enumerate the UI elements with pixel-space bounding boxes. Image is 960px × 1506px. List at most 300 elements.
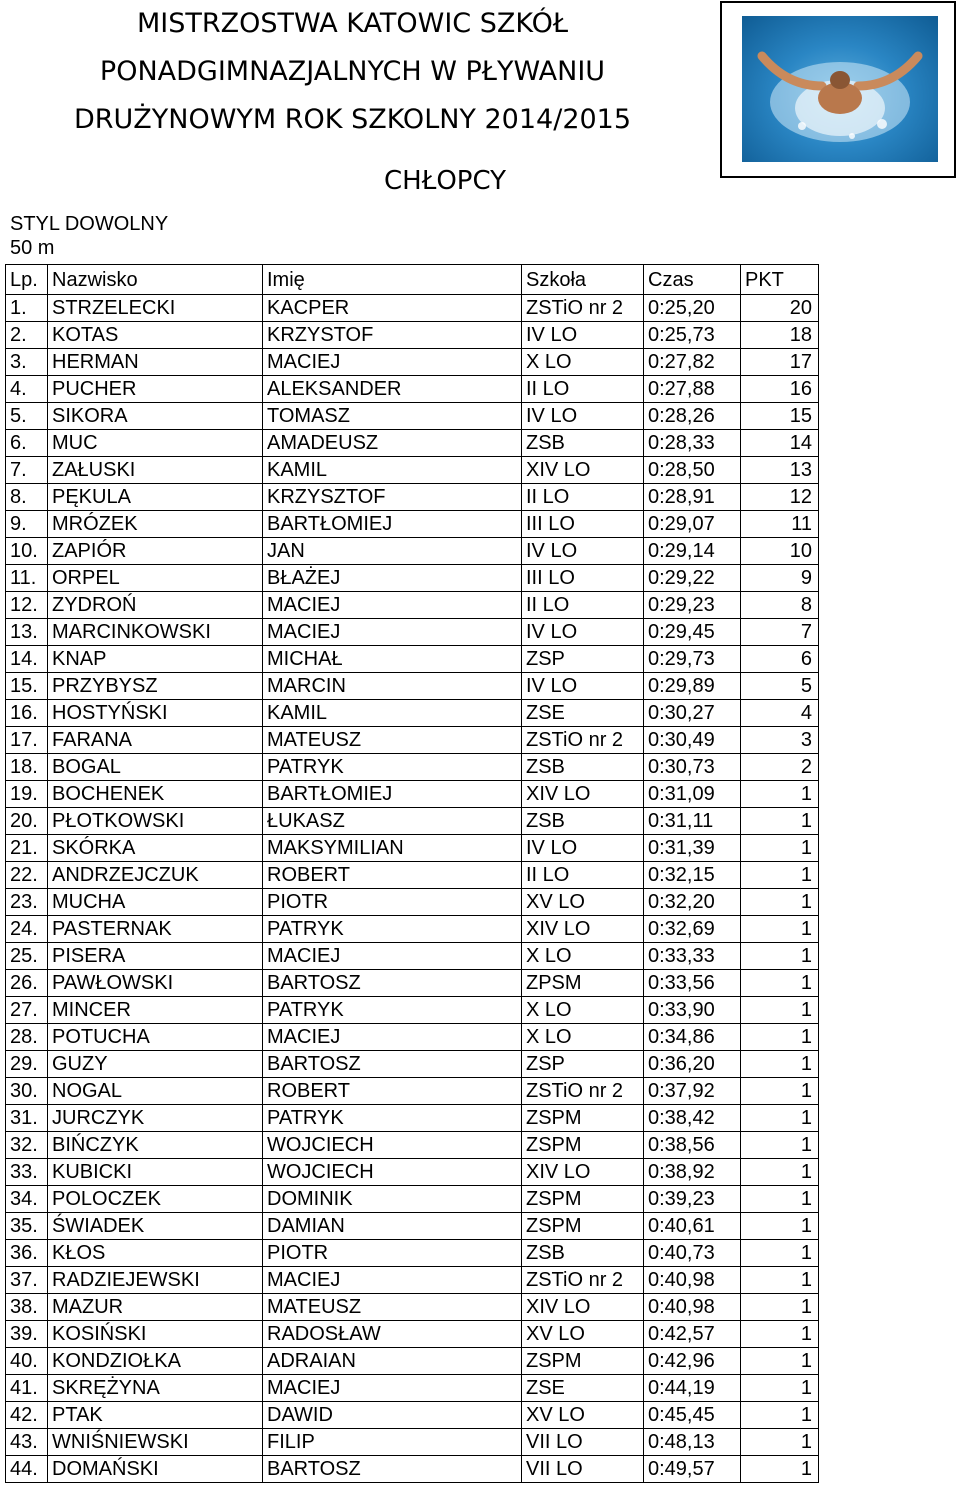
- cell-time: 0:29,45: [644, 619, 741, 646]
- cell-first-name: MAKSYMILIAN: [263, 835, 522, 862]
- table-row: [6, 1213, 819, 1240]
- cell-points: 14: [741, 430, 819, 457]
- cell-school: ZSB: [522, 430, 644, 457]
- cell-first-name: DOMINIK: [263, 1186, 522, 1213]
- cell-time: 0:38,42: [644, 1105, 741, 1132]
- cell-school: XIV LO: [522, 781, 644, 808]
- cell-points: 1: [741, 1240, 819, 1267]
- cell-first-name: TOMASZ: [263, 403, 522, 430]
- cell-first-name: ROBERT: [263, 1078, 522, 1105]
- table-row: [6, 1159, 819, 1186]
- cell-first-name: MACIEJ: [263, 1267, 522, 1294]
- cell-school: ZSPM: [522, 1105, 644, 1132]
- event-style: STYL DOWOLNY: [10, 213, 169, 235]
- cell-time: 0:34,86: [644, 1024, 741, 1051]
- cell-school: X LO: [522, 943, 644, 970]
- table-row: [6, 349, 819, 376]
- table-row: [6, 376, 819, 403]
- cell-points: 2: [741, 754, 819, 781]
- cell-surname: BOGAL: [48, 754, 263, 781]
- cell-school: ZSTiO nr 2: [522, 1078, 644, 1105]
- cell-lp: 19.: [6, 781, 48, 808]
- cell-surname: BOCHENEK: [48, 781, 263, 808]
- cell-first-name: DAMIAN: [263, 1213, 522, 1240]
- cell-first-name: MACIEJ: [263, 592, 522, 619]
- cell-lp: 44.: [6, 1456, 48, 1483]
- cell-first-name: WOJCIECH: [263, 1132, 522, 1159]
- cell-time: 0:29,14: [644, 538, 741, 565]
- title-line-2: PONADGIMNAZJALNYCH W PŁYWANIU: [99, 56, 606, 87]
- cell-time: 0:30,49: [644, 727, 741, 754]
- cell-school: ZSB: [522, 1240, 644, 1267]
- cell-first-name: WOJCIECH: [263, 1159, 522, 1186]
- cell-surname: MUC: [48, 430, 263, 457]
- cell-surname: SKÓRKA: [48, 835, 263, 862]
- header-lp: Lp.: [6, 265, 48, 295]
- cell-surname: PASTERNAK: [48, 916, 263, 943]
- cell-surname: PUCHER: [48, 376, 263, 403]
- cell-lp: 20.: [6, 808, 48, 835]
- cell-time: 0:25,73: [644, 322, 741, 349]
- cell-school: XV LO: [522, 889, 644, 916]
- cell-points: 17: [741, 349, 819, 376]
- cell-points: 1: [741, 916, 819, 943]
- cell-surname: MUCHA: [48, 889, 263, 916]
- cell-lp: 4.: [6, 376, 48, 403]
- cell-time: 0:33,33: [644, 943, 741, 970]
- cell-lp: 13.: [6, 619, 48, 646]
- cell-points: 1: [741, 997, 819, 1024]
- cell-time: 0:38,56: [644, 1132, 741, 1159]
- table-row: [6, 430, 819, 457]
- cell-lp: 15.: [6, 673, 48, 700]
- cell-school: X LO: [522, 349, 644, 376]
- table-row: [6, 835, 819, 862]
- table-header-row: [6, 265, 819, 295]
- cell-time: 0:31,11: [644, 808, 741, 835]
- cell-school: ZSPM: [522, 1348, 644, 1375]
- cell-time: 0:29,23: [644, 592, 741, 619]
- cell-lp: 41.: [6, 1375, 48, 1402]
- cell-school: III LO: [522, 511, 644, 538]
- cell-school: ZSTiO nr 2: [522, 727, 644, 754]
- cell-first-name: BARTOSZ: [263, 1051, 522, 1078]
- cell-first-name: PATRYK: [263, 1105, 522, 1132]
- cell-first-name: MACIEJ: [263, 943, 522, 970]
- table-row: [6, 538, 819, 565]
- cell-surname: MARCINKOWSKI: [48, 619, 263, 646]
- cell-points: 1: [741, 1186, 819, 1213]
- cell-school: XIV LO: [522, 457, 644, 484]
- results-table: [5, 264, 819, 1483]
- table-row: [6, 1429, 819, 1456]
- table-row: [6, 592, 819, 619]
- cell-school: ZSB: [522, 754, 644, 781]
- cell-school: IV LO: [522, 673, 644, 700]
- cell-points: 1: [741, 1105, 819, 1132]
- cell-points: 1: [741, 889, 819, 916]
- cell-surname: STRZELECKI: [48, 295, 263, 322]
- cell-school: ZPSM: [522, 970, 644, 997]
- cell-lp: 14.: [6, 646, 48, 673]
- cell-lp: 25.: [6, 943, 48, 970]
- cell-first-name: BŁAŻEJ: [263, 565, 522, 592]
- table-row: [6, 619, 819, 646]
- cell-time: 0:37,92: [644, 1078, 741, 1105]
- table-row: [6, 862, 819, 889]
- cell-school: ZSP: [522, 1051, 644, 1078]
- cell-surname: JURCZYK: [48, 1105, 263, 1132]
- cell-points: 1: [741, 943, 819, 970]
- table-row: [6, 808, 819, 835]
- cell-school: ZSPM: [522, 1132, 644, 1159]
- cell-points: 10: [741, 538, 819, 565]
- cell-lp: 29.: [6, 1051, 48, 1078]
- cell-lp: 22.: [6, 862, 48, 889]
- cell-first-name: FILIP: [263, 1429, 522, 1456]
- table-row: [6, 889, 819, 916]
- cell-points: 1: [741, 1024, 819, 1051]
- cell-lp: 31.: [6, 1105, 48, 1132]
- cell-lp: 16.: [6, 700, 48, 727]
- cell-points: 1: [741, 1078, 819, 1105]
- cell-first-name: BARTOSZ: [263, 1456, 522, 1483]
- cell-lp: 35.: [6, 1213, 48, 1240]
- cell-surname: SKRĘŻYNA: [48, 1375, 263, 1402]
- cell-time: 0:39,23: [644, 1186, 741, 1213]
- cell-time: 0:40,98: [644, 1294, 741, 1321]
- cell-points: 1: [741, 1132, 819, 1159]
- cell-points: 15: [741, 403, 819, 430]
- table-row: [6, 1402, 819, 1429]
- cell-lp: 21.: [6, 835, 48, 862]
- cell-time: 0:28,26: [644, 403, 741, 430]
- cell-points: 11: [741, 511, 819, 538]
- cell-surname: HERMAN: [48, 349, 263, 376]
- cell-time: 0:49,57: [644, 1456, 741, 1483]
- table-row: [6, 1294, 819, 1321]
- cell-time: 0:36,20: [644, 1051, 741, 1078]
- cell-first-name: MATEUSZ: [263, 727, 522, 754]
- header-time: Czas: [644, 265, 741, 295]
- cell-surname: ORPEL: [48, 565, 263, 592]
- cell-first-name: ROBERT: [263, 862, 522, 889]
- cell-lp: 5.: [6, 403, 48, 430]
- cell-surname: MAZUR: [48, 1294, 263, 1321]
- cell-surname: POLOCZEK: [48, 1186, 263, 1213]
- cell-time: 0:33,56: [644, 970, 741, 997]
- cell-surname: HOSTYŃSKI: [48, 700, 263, 727]
- cell-points: 1: [741, 1402, 819, 1429]
- cell-points: 3: [741, 727, 819, 754]
- cell-points: 1: [741, 1375, 819, 1402]
- cell-school: ZSE: [522, 1375, 644, 1402]
- cell-surname: KOSIŃSKI: [48, 1321, 263, 1348]
- cell-lp: 43.: [6, 1429, 48, 1456]
- cell-surname: NOGAL: [48, 1078, 263, 1105]
- cell-surname: KNAP: [48, 646, 263, 673]
- cell-first-name: MACIEJ: [263, 619, 522, 646]
- cell-time: 0:32,15: [644, 862, 741, 889]
- cell-surname: ZAŁUSKI: [48, 457, 263, 484]
- cell-lp: 6.: [6, 430, 48, 457]
- cell-surname: ANDRZEJCZUK: [48, 862, 263, 889]
- cell-school: ZSB: [522, 808, 644, 835]
- cell-first-name: MACIEJ: [263, 349, 522, 376]
- cell-first-name: MACIEJ: [263, 1024, 522, 1051]
- event-distance: 50 m: [10, 237, 55, 259]
- cell-school: XIV LO: [522, 916, 644, 943]
- table-row: [6, 916, 819, 943]
- cell-surname: FARANA: [48, 727, 263, 754]
- cell-surname: MINCER: [48, 997, 263, 1024]
- cell-school: III LO: [522, 565, 644, 592]
- cell-surname: BIŃCZYK: [48, 1132, 263, 1159]
- cell-lp: 9.: [6, 511, 48, 538]
- cell-time: 0:31,39: [644, 835, 741, 862]
- cell-first-name: AMADEUSZ: [263, 430, 522, 457]
- cell-time: 0:32,69: [644, 916, 741, 943]
- cell-first-name: KAMIL: [263, 457, 522, 484]
- cell-first-name: RADOSŁAW: [263, 1321, 522, 1348]
- cell-points: 7: [741, 619, 819, 646]
- cell-time: 0:33,90: [644, 997, 741, 1024]
- cell-first-name: BARTŁOMIEJ: [263, 511, 522, 538]
- event-label: [10, 212, 168, 260]
- cell-first-name: PIOTR: [263, 1240, 522, 1267]
- table-row: [6, 970, 819, 997]
- cell-time: 0:29,07: [644, 511, 741, 538]
- table-row: [6, 1456, 819, 1483]
- cell-time: 0:25,20: [644, 295, 741, 322]
- cell-surname: GUZY: [48, 1051, 263, 1078]
- cell-lp: 38.: [6, 1294, 48, 1321]
- cell-lp: 26.: [6, 970, 48, 997]
- cell-school: X LO: [522, 997, 644, 1024]
- cell-points: 6: [741, 646, 819, 673]
- cell-first-name: BARTOSZ: [263, 970, 522, 997]
- cell-lp: 23.: [6, 889, 48, 916]
- table-body: [6, 295, 819, 1483]
- cell-school: VII LO: [522, 1456, 644, 1483]
- cell-time: 0:31,09: [644, 781, 741, 808]
- cell-first-name: ADRAIAN: [263, 1348, 522, 1375]
- cell-first-name: DAWID: [263, 1402, 522, 1429]
- cell-points: 1: [741, 1429, 819, 1456]
- cell-time: 0:45,45: [644, 1402, 741, 1429]
- cell-surname: PAWŁOWSKI: [48, 970, 263, 997]
- cell-surname: SIKORA: [48, 403, 263, 430]
- cell-school: ZSPM: [522, 1186, 644, 1213]
- cell-time: 0:27,82: [644, 349, 741, 376]
- cell-time: 0:32,20: [644, 889, 741, 916]
- table-row: [6, 1132, 819, 1159]
- cell-school: ZSP: [522, 646, 644, 673]
- cell-time: 0:30,73: [644, 754, 741, 781]
- cell-school: VII LO: [522, 1429, 644, 1456]
- cell-lp: 27.: [6, 997, 48, 1024]
- cell-school: IV LO: [522, 403, 644, 430]
- cell-time: 0:27,88: [644, 376, 741, 403]
- cell-school: XIV LO: [522, 1294, 644, 1321]
- table-row: [6, 565, 819, 592]
- table-row: [6, 1105, 819, 1132]
- cell-surname: ZAPIÓR: [48, 538, 263, 565]
- cell-lp: 17.: [6, 727, 48, 754]
- cell-surname: ZYDROŃ: [48, 592, 263, 619]
- cell-lp: 2.: [6, 322, 48, 349]
- cell-lp: 40.: [6, 1348, 48, 1375]
- table-row: [6, 700, 819, 727]
- cell-points: 1: [741, 1213, 819, 1240]
- cell-points: 1: [741, 808, 819, 835]
- cell-points: 1: [741, 1267, 819, 1294]
- table-row: [6, 646, 819, 673]
- cell-first-name: JAN: [263, 538, 522, 565]
- cell-first-name: PATRYK: [263, 997, 522, 1024]
- cell-time: 0:40,73: [644, 1240, 741, 1267]
- cell-first-name: PATRYK: [263, 916, 522, 943]
- header-school: Szkoła: [522, 265, 644, 295]
- cell-points: 1: [741, 1159, 819, 1186]
- cell-surname: PŁOTKOWSKI: [48, 808, 263, 835]
- cell-lp: 8.: [6, 484, 48, 511]
- cell-points: 16: [741, 376, 819, 403]
- cell-points: 5: [741, 673, 819, 700]
- cell-surname: RADZIEJEWSKI: [48, 1267, 263, 1294]
- cell-school: II LO: [522, 484, 644, 511]
- cell-school: XIV LO: [522, 1159, 644, 1186]
- cell-first-name: MICHAŁ: [263, 646, 522, 673]
- cell-school: II LO: [522, 376, 644, 403]
- cell-first-name: BARTŁOMIEJ: [263, 781, 522, 808]
- cell-school: IV LO: [522, 538, 644, 565]
- cell-lp: 1.: [6, 295, 48, 322]
- cell-school: II LO: [522, 862, 644, 889]
- cell-school: IV LO: [522, 322, 644, 349]
- cell-points: 1: [741, 862, 819, 889]
- cell-surname: ŚWIADEK: [48, 1213, 263, 1240]
- cell-time: 0:42,96: [644, 1348, 741, 1375]
- cell-time: 0:30,27: [644, 700, 741, 727]
- cell-points: 1: [741, 781, 819, 808]
- table-row: [6, 1186, 819, 1213]
- cell-points: 1: [741, 1051, 819, 1078]
- cell-school: ZSE: [522, 700, 644, 727]
- cell-first-name: ALEKSANDER: [263, 376, 522, 403]
- table-row: [6, 997, 819, 1024]
- cell-time: 0:42,57: [644, 1321, 741, 1348]
- cell-surname: PTAK: [48, 1402, 263, 1429]
- cell-first-name: KAMIL: [263, 700, 522, 727]
- cell-first-name: PIOTR: [263, 889, 522, 916]
- cell-surname: DOMAŃSKI: [48, 1456, 263, 1483]
- table-row: [6, 781, 819, 808]
- category-label: CHŁOPCY: [384, 166, 507, 196]
- cell-lp: 42.: [6, 1402, 48, 1429]
- table-row: [6, 457, 819, 484]
- header-surname: Nazwisko: [48, 265, 263, 295]
- table-row: [6, 1321, 819, 1348]
- cell-first-name: ŁUKASZ: [263, 808, 522, 835]
- cell-time: 0:40,61: [644, 1213, 741, 1240]
- cell-lp: 39.: [6, 1321, 48, 1348]
- table-row: [6, 943, 819, 970]
- cell-points: 4: [741, 700, 819, 727]
- butterfly-swimmer-photo: [742, 16, 938, 162]
- table-row: [6, 1024, 819, 1051]
- header-points: PKT: [741, 265, 819, 295]
- cell-surname: PĘKULA: [48, 484, 263, 511]
- cell-first-name: KRZYSZTOF: [263, 484, 522, 511]
- cell-lp: 24.: [6, 916, 48, 943]
- document-title: [0, 0, 705, 144]
- cell-lp: 7.: [6, 457, 48, 484]
- photo-frame: [720, 1, 956, 178]
- cell-lp: 34.: [6, 1186, 48, 1213]
- table-row: [6, 295, 819, 322]
- cell-lp: 30.: [6, 1078, 48, 1105]
- cell-first-name: KACPER: [263, 295, 522, 322]
- cell-time: 0:29,89: [644, 673, 741, 700]
- header-first-name: Imię: [263, 265, 522, 295]
- table-row: [6, 1051, 819, 1078]
- cell-time: 0:28,91: [644, 484, 741, 511]
- cell-lp: 28.: [6, 1024, 48, 1051]
- cell-lp: 36.: [6, 1240, 48, 1267]
- cell-school: II LO: [522, 592, 644, 619]
- table-row: [6, 1375, 819, 1402]
- cell-first-name: MACIEJ: [263, 1375, 522, 1402]
- cell-points: 12: [741, 484, 819, 511]
- cell-time: 0:38,92: [644, 1159, 741, 1186]
- cell-surname: MRÓZEK: [48, 511, 263, 538]
- cell-points: 8: [741, 592, 819, 619]
- table-row: [6, 1240, 819, 1267]
- cell-school: ZSPM: [522, 1213, 644, 1240]
- cell-points: 13: [741, 457, 819, 484]
- cell-lp: 37.: [6, 1267, 48, 1294]
- cell-surname: WNIŚNIEWSKI: [48, 1429, 263, 1456]
- cell-points: 1: [741, 835, 819, 862]
- cell-surname: KŁOS: [48, 1240, 263, 1267]
- cell-time: 0:29,22: [644, 565, 741, 592]
- cell-time: 0:48,13: [644, 1429, 741, 1456]
- cell-points: 9: [741, 565, 819, 592]
- cell-points: 1: [741, 1294, 819, 1321]
- cell-lp: 12.: [6, 592, 48, 619]
- cell-school: IV LO: [522, 835, 644, 862]
- cell-surname: PISERA: [48, 943, 263, 970]
- table-row: [6, 754, 819, 781]
- cell-time: 0:28,33: [644, 430, 741, 457]
- cell-school: X LO: [522, 1024, 644, 1051]
- cell-time: 0:28,50: [644, 457, 741, 484]
- table-row: [6, 1267, 819, 1294]
- cell-surname: KUBICKI: [48, 1159, 263, 1186]
- cell-first-name: MARCIN: [263, 673, 522, 700]
- cell-lp: 33.: [6, 1159, 48, 1186]
- table-row: [6, 1348, 819, 1375]
- cell-time: 0:44,19: [644, 1375, 741, 1402]
- table-row: [6, 322, 819, 349]
- cell-time: 0:40,98: [644, 1267, 741, 1294]
- cell-school: XV LO: [522, 1321, 644, 1348]
- cell-points: 1: [741, 1456, 819, 1483]
- cell-lp: 3.: [6, 349, 48, 376]
- cell-points: 1: [741, 1348, 819, 1375]
- cell-first-name: MATEUSZ: [263, 1294, 522, 1321]
